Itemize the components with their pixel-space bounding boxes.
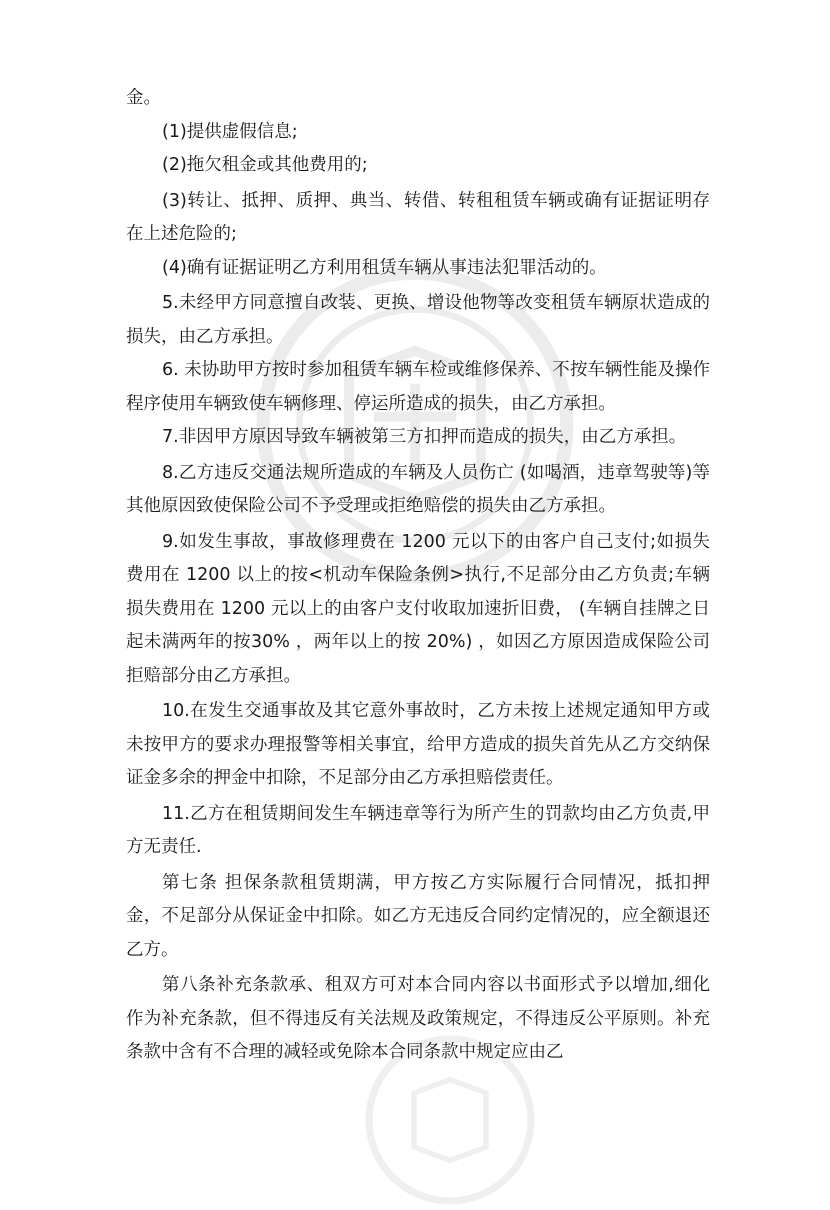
paragraph: 8.乙方违反交通法规所造成的车辆及人员伤亡 (如喝酒，违章驾驶等)等其他原因致使保险公司不予受理或拒绝赔偿的损失由乙方承担。 bbox=[126, 462, 710, 516]
paragraph: (4)确有证据证明乙方利用租赁车辆从事违法犯罪活动的。 bbox=[162, 257, 607, 278]
paragraph: 金。 bbox=[126, 88, 161, 108]
document-body bbox=[126, 82, 710, 1070]
paragraph: 5.未经甲方同意擅自改装、更换、增设他物等改变租赁车辆原状造成的损失，由乙方承担。 bbox=[126, 293, 710, 347]
paragraph: (1)提供虚假信息; bbox=[162, 121, 298, 142]
paragraph: 11.乙方在租赁期间发生车辆违章等行为所产生的罚款均由乙方负责,甲方无责任. bbox=[126, 803, 710, 857]
paragraph: 7.非因甲方原因导致车辆被第三方扣押而造成的损失，由乙方承担。 bbox=[162, 427, 687, 447]
paragraph: 10.在发生交通事故及其它意外事故时，乙方未按上述规定通知甲方或未按甲方的要求办理报警等相关事宜，给甲方造成的损失首先从乙方交纳保证金多余的押金中扣除，不足部分由乙方承担赔偿责任。 bbox=[126, 701, 710, 788]
paragraph: 第七条 担保条款租赁期满，甲方按乙方实际履行合同情况，抵扣押金，不足部分从保证金中扣除。如乙方无违反合同约定情况的，应全额退还乙方。 bbox=[126, 872, 710, 960]
paragraph: (2)拖欠租金或其他费用的; bbox=[162, 155, 368, 175]
paragraph: 9.如发生事故，事故修理费在 1200 元以下的由客户自己支付;如损失费用在 1200 以上的按<机动车保险条例>执行,不足部分由乙方负责;车辆损失费用在 1200 元以上的由客户支付收取加速折旧费， (车辆自挂牌之日起未满两年的按30% ，两年以上的按 20%) ，如因乙方原因造成保险公司拒赔部分由乙方承担。 bbox=[126, 531, 710, 686]
paragraph: 第八条补充条款承、租双方可对本合同内容以书面形式予以增加,细化作为补充条款，但不得违反有关法规及政策规定，不得违反公平原则。补充条款中含有不合理的减轻或免除本合同条款中规定应由乙 bbox=[126, 975, 710, 1062]
paragraph: 6. 未协助甲方按时参加租赁车辆车检或维修保养、不按车辆性能及操作程序使用车辆致使车辆修理、停运所造成的损失，由乙方承担。 bbox=[126, 360, 710, 414]
paragraph: (3)转让、抵押、质押、典当、转借、转租租赁车辆或确有证据证明存在上述危险的; bbox=[126, 190, 710, 244]
